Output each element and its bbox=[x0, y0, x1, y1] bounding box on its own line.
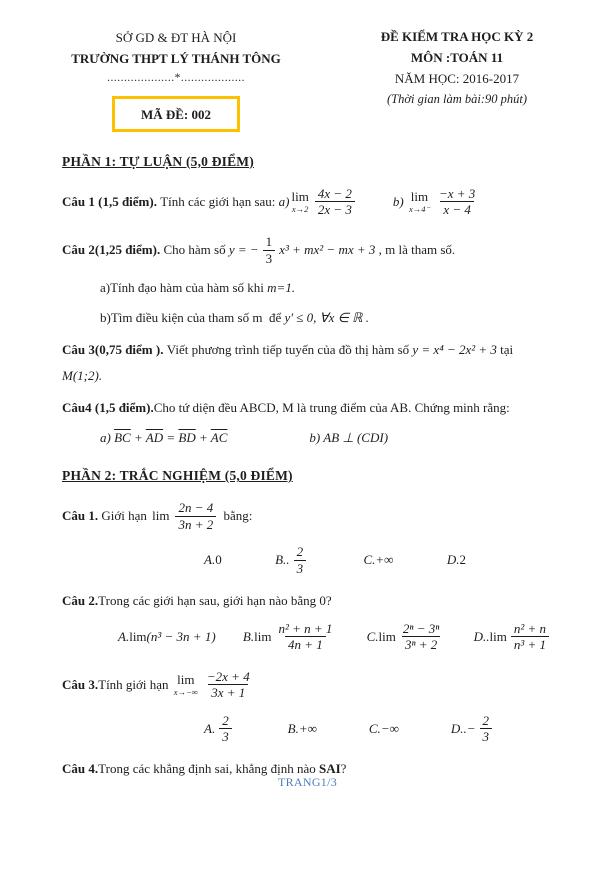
option-b bbox=[288, 721, 317, 737]
p1q3-label: Câu 3(0,75 điểm ). bbox=[62, 342, 167, 358]
fraction-denominator: 2x − 3 bbox=[315, 201, 355, 218]
p2q1-text: Giới hạn bbox=[101, 508, 151, 524]
fraction-denominator: 4n + 1 bbox=[285, 636, 326, 653]
exam-title: ĐỀ KIỂM TRA HỌC KỲ 2 bbox=[380, 29, 534, 44]
p1q2-label: Câu 2(1,25 điểm). bbox=[62, 242, 164, 258]
item-prefix: a) bbox=[278, 193, 290, 209]
minus-sign: − bbox=[466, 720, 476, 736]
fraction-denominator: x − 4 bbox=[440, 201, 474, 218]
lim-word: lim bbox=[378, 628, 396, 644]
department-name: SỞ GD & ĐT HÀ NỘI bbox=[115, 30, 237, 45]
p1q4-part-b bbox=[309, 430, 388, 446]
vector-bc: $\overline{BC}$ bbox=[114, 430, 131, 446]
p1q4-parts bbox=[100, 430, 553, 446]
fraction-numerator: 2 bbox=[296, 544, 304, 560]
p1q2-text-end: , m là tham số. bbox=[375, 242, 456, 258]
lim-word: lim bbox=[254, 628, 272, 644]
fraction-denominator: 3 bbox=[294, 560, 307, 577]
p2q4-label: Câu 4. bbox=[62, 761, 99, 777]
option-a bbox=[118, 629, 216, 645]
school-name: TRƯỜNG THPT LÝ THÁNH TÔNG bbox=[71, 51, 281, 67]
fraction-denominator: 3 bbox=[219, 728, 232, 745]
p2q1-options bbox=[204, 544, 466, 576]
lim-subscript: x→−∞ bbox=[173, 686, 198, 697]
p2q2-options bbox=[118, 621, 553, 653]
lim-word: lim bbox=[177, 672, 195, 688]
p2q4-text: Trong các khẳng định sai, khẳng định nào bbox=[98, 761, 319, 777]
p1q2b-math: y' ≤ 0, ∀x ∈ ℝ . bbox=[284, 310, 369, 326]
option-label: C. bbox=[366, 628, 379, 644]
fraction-numerator: 1 bbox=[265, 233, 273, 249]
lim-operator bbox=[291, 190, 308, 213]
option-b bbox=[243, 621, 340, 653]
equals-operator: = bbox=[163, 430, 179, 446]
option-label: B. bbox=[287, 720, 299, 736]
fraction bbox=[315, 186, 355, 218]
fraction-numerator: 2 bbox=[482, 712, 489, 728]
option-label: B.. bbox=[275, 552, 290, 568]
option-label: C. bbox=[363, 552, 376, 568]
exam-code-box bbox=[112, 96, 240, 132]
p1q4-part-a bbox=[100, 430, 227, 446]
option-value: +∞ bbox=[298, 720, 317, 736]
option-label: A. bbox=[204, 720, 216, 736]
fraction bbox=[204, 669, 253, 701]
option-label: C. bbox=[368, 720, 381, 736]
fraction-numerator: 4x − 2 bbox=[317, 185, 352, 201]
p2q4-emphasis: SAI bbox=[318, 761, 341, 777]
p2q3-label: Câu 3. bbox=[62, 676, 99, 692]
lim-operator bbox=[174, 673, 198, 696]
decorative-divider: ....................*................... bbox=[107, 72, 245, 85]
lim-word: lim bbox=[410, 189, 429, 205]
p1q1-limit-b bbox=[393, 186, 482, 218]
option-c bbox=[369, 721, 399, 737]
exam-info-block bbox=[361, 27, 553, 109]
fraction bbox=[511, 621, 549, 653]
p1q2a-math: m=1. bbox=[267, 280, 296, 296]
fraction bbox=[480, 713, 493, 745]
p2q4-tail: ? bbox=[340, 761, 347, 777]
p1-question1 bbox=[62, 186, 553, 218]
option-a bbox=[204, 713, 236, 745]
plus-operator: + bbox=[130, 430, 146, 446]
option-label: D.. bbox=[473, 628, 490, 644]
option-d bbox=[451, 713, 496, 745]
p1q2-part-a bbox=[100, 280, 553, 296]
lim-operator bbox=[409, 190, 430, 213]
lim-word: lim bbox=[291, 189, 309, 205]
p2-question3 bbox=[62, 669, 553, 701]
vector-ad: $\overline{AD}$ bbox=[145, 430, 164, 446]
p1q2-part-b bbox=[100, 310, 553, 326]
lim-subscript: x→4⁻ bbox=[408, 203, 430, 214]
phan1-heading: PHẦN 1: TỰ LUẬN (5,0 ĐIỂM) bbox=[62, 153, 254, 169]
p1q4b-math: AB ⊥ (CDI) bbox=[323, 430, 389, 446]
vector-bd: $\overline{BD}$ bbox=[178, 430, 196, 446]
fraction-numerator: 2n − 4 bbox=[178, 500, 214, 516]
fraction-numerator: 2 bbox=[222, 712, 229, 728]
time-limit: (Thời gian làm bài:90 phút) bbox=[386, 92, 527, 107]
p1q2-math-tail: x³ + mx² − mx + 3 bbox=[279, 242, 376, 258]
fraction-numerator: 2ⁿ − 3ⁿ bbox=[402, 620, 440, 636]
fraction-denominator: 3ⁿ + 2 bbox=[402, 636, 440, 653]
fraction bbox=[263, 234, 276, 266]
p1q2-text: Cho hàm số bbox=[163, 242, 229, 258]
option-value: −∞ bbox=[380, 720, 399, 736]
option-d bbox=[447, 552, 466, 568]
p1-question3 bbox=[62, 342, 553, 384]
p1q2-math-lead: y = − bbox=[228, 242, 259, 258]
p1-question2 bbox=[62, 234, 553, 266]
subject-line: MÔN :TOÁN 11 bbox=[410, 49, 504, 65]
lim-word: lim bbox=[152, 508, 170, 524]
item-prefix: a) bbox=[100, 430, 115, 446]
option-c bbox=[363, 552, 393, 568]
option-label: D. bbox=[446, 552, 460, 568]
fraction bbox=[436, 186, 478, 218]
p1q3-point: M(1;2). bbox=[62, 368, 103, 384]
option-label: A. bbox=[204, 552, 216, 568]
lim-word: lim bbox=[129, 628, 147, 644]
fraction bbox=[294, 544, 307, 576]
p2q1-label: Câu 1. bbox=[62, 508, 102, 524]
p2q2-text: Trong các giới hạn sau, giới hạn nào bằng 0? bbox=[98, 592, 332, 608]
fraction bbox=[275, 621, 335, 653]
fraction-denominator: 3n + 2 bbox=[175, 516, 216, 533]
option-expression: (n³ − 3n + 1) bbox=[146, 628, 216, 644]
fraction-numerator: −x + 3 bbox=[438, 185, 476, 201]
fraction bbox=[219, 713, 232, 745]
p1q1-limit-a bbox=[279, 186, 359, 218]
p2q1-text-end: bằng: bbox=[220, 508, 253, 524]
item-prefix: b) bbox=[309, 430, 324, 446]
p2q3-text: Tính giới hạn bbox=[98, 676, 172, 692]
lim-word: lim bbox=[489, 628, 507, 644]
fraction-denominator: n³ + 1 bbox=[511, 636, 549, 653]
p1q1-prompt: Tính các giới hạn sau: bbox=[160, 193, 279, 209]
lim-operator bbox=[152, 509, 169, 523]
p2-question1 bbox=[62, 500, 553, 532]
option-a bbox=[204, 552, 222, 568]
fraction-numerator: n² + n bbox=[513, 620, 546, 636]
option-value: 0 bbox=[215, 552, 222, 568]
option-c bbox=[367, 621, 447, 653]
fraction-denominator: 3 bbox=[263, 250, 276, 267]
fraction bbox=[400, 621, 442, 653]
fraction bbox=[175, 500, 216, 532]
p2q2-label: Câu 2. bbox=[62, 592, 99, 608]
option-b bbox=[275, 544, 310, 576]
p2-question2 bbox=[62, 593, 553, 609]
item-prefix: b) bbox=[392, 193, 407, 209]
p2q3-options bbox=[204, 713, 496, 745]
option-label: B. bbox=[242, 628, 255, 644]
school-year: NĂM HỌC: 2016-2017 bbox=[394, 70, 520, 86]
p1-question4 bbox=[62, 400, 553, 416]
p1q1-label: Câu 1 (1,5 điểm). bbox=[62, 193, 161, 209]
fraction-denominator: 3 bbox=[480, 728, 493, 745]
p1q3-text-end: tại bbox=[496, 342, 514, 358]
exam-code-text: MÃ ĐỀ: 002 bbox=[140, 106, 212, 122]
fraction-denominator: 3x + 1 bbox=[208, 684, 248, 701]
lim-subscript: x→2 bbox=[291, 203, 309, 214]
p1q2b-text: b)Tìm điều kiện của tham số m để bbox=[100, 310, 285, 326]
option-label: A. bbox=[118, 628, 130, 644]
fraction-numerator: n² + n + 1 bbox=[278, 620, 333, 636]
school-block bbox=[62, 27, 290, 132]
exam-header bbox=[62, 27, 553, 132]
p1q2a-text: a)Tính đạo hàm của hàm số khi bbox=[100, 280, 268, 296]
option-value: +∞ bbox=[375, 552, 394, 568]
p1q4-label: Câu4 (1,5 điểm). bbox=[62, 400, 154, 416]
p1q3-line1 bbox=[62, 342, 553, 358]
vector-ac: $\overline{AC}$ bbox=[210, 430, 228, 446]
option-value: 2 bbox=[459, 552, 466, 568]
p1q4-text: Cho tứ diện đều ABCD, M là trung điểm của AB. Chứng minh rằng: bbox=[153, 400, 510, 416]
option-label: D.. bbox=[450, 720, 467, 736]
plus-operator: + bbox=[195, 430, 211, 446]
p1q3-text: Viết phương trình tiếp tuyến của đồ thị hàm số bbox=[166, 342, 413, 358]
phan2-heading: PHẦN 2: TRẮC NGHIỆM (5,0 ĐIỂM) bbox=[62, 468, 293, 484]
p1q3-math: y = x⁴ − 2x² + 3 bbox=[412, 342, 497, 358]
fraction-numerator: −2x + 4 bbox=[206, 668, 250, 684]
option-d bbox=[474, 621, 553, 653]
page-number: TRANG1/3 bbox=[277, 775, 338, 790]
